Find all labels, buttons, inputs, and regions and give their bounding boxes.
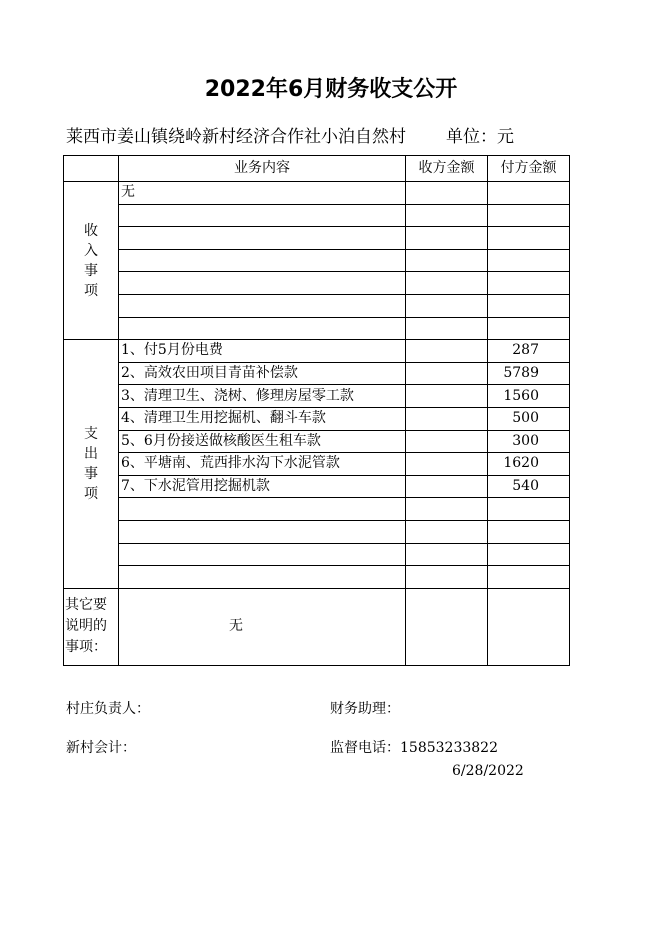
- supervision-phone-label: 监督电话：: [330, 740, 400, 756]
- expense-row: [64, 340, 570, 363]
- income-income-cell: [406, 249, 488, 272]
- expense-payment-cell: [488, 543, 570, 566]
- expense-content-cell: 3、清理卫生、浇树、修理房屋零工款: [119, 385, 406, 408]
- income-label-char: 事: [84, 262, 98, 279]
- income-payment-cell: [488, 227, 570, 250]
- income-income-cell: [406, 182, 488, 205]
- expense-income-cell: [406, 340, 488, 363]
- income-income-cell: [406, 294, 488, 317]
- income-label-char: 收: [84, 222, 98, 239]
- income-payment-cell: [488, 272, 570, 295]
- expense-content-cell: [119, 543, 406, 566]
- header-income: 收方金额: [406, 156, 488, 182]
- expense-label-char: 项: [84, 485, 98, 502]
- finance-table-body: [64, 156, 570, 666]
- expense-row: [64, 498, 570, 521]
- expense-income-cell: [406, 520, 488, 543]
- income-income-cell: [406, 227, 488, 250]
- income-payment-cell: [488, 249, 570, 272]
- expense-payment-cell: 5789: [488, 362, 570, 385]
- header-payment: 付方金额: [488, 156, 570, 182]
- income-row: [64, 294, 570, 317]
- income-row: [64, 227, 570, 250]
- expense-payment-cell: 500: [488, 407, 570, 430]
- report-date: 6/28/2022: [452, 763, 524, 779]
- expense-income-cell: [406, 475, 488, 498]
- expense-row: [64, 385, 570, 408]
- expense-income-cell: [406, 385, 488, 408]
- expense-content-cell: 2、高效农田项目青苗补偿款: [119, 362, 406, 385]
- expense-row: [64, 430, 570, 453]
- income-section-label: [64, 182, 119, 340]
- income-income-cell: [406, 272, 488, 295]
- income-label-char: 项: [84, 282, 98, 299]
- expense-content-cell: 6、平塘南、荒西排水沟下水泥管款: [119, 453, 406, 476]
- expense-label-char: 事: [84, 465, 98, 482]
- finance-assistant-label: 财务助理：: [330, 701, 400, 717]
- expense-content-cell: 1、付5月份电费: [119, 340, 406, 363]
- expense-label-char: 出: [84, 445, 98, 462]
- expense-row: [64, 407, 570, 430]
- expense-income-cell: [406, 566, 488, 589]
- expense-payment-cell: [488, 566, 570, 589]
- expense-payment-cell: 300: [488, 430, 570, 453]
- supervision-phone-number: 15853233822: [400, 740, 498, 756]
- income-row: [64, 272, 570, 295]
- supervision-phone: [330, 737, 498, 757]
- income-row: [64, 249, 570, 272]
- expense-content-cell: 4、清理卫生用挖掘机、翻斗车款: [119, 407, 406, 430]
- expense-row: [64, 566, 570, 589]
- other-income-cell: [406, 588, 488, 665]
- expense-row: [64, 520, 570, 543]
- other-matters-content: 无: [119, 588, 406, 665]
- income-income-cell: [406, 204, 488, 227]
- expense-income-cell: [406, 407, 488, 430]
- expense-income-cell: [406, 362, 488, 385]
- expense-section-label: [64, 340, 119, 589]
- expense-row: [64, 362, 570, 385]
- income-payment-cell: [488, 182, 570, 205]
- finance-table: [63, 155, 570, 666]
- expense-payment-cell: [488, 520, 570, 543]
- table-header-row: [64, 156, 570, 182]
- expense-content-cell: [119, 566, 406, 589]
- expense-payment-cell: [488, 498, 570, 521]
- village-head-label: 村庄负责人：: [66, 701, 150, 717]
- income-content-cell: [119, 317, 406, 340]
- other-payment-cell: [488, 588, 570, 665]
- income-content-cell: [119, 204, 406, 227]
- income-payment-cell: [488, 317, 570, 340]
- income-content-cell: [119, 272, 406, 295]
- expense-payment-cell: 1560: [488, 385, 570, 408]
- expense-payment-cell: 540: [488, 475, 570, 498]
- expense-row: [64, 543, 570, 566]
- expense-label-char: 支: [84, 425, 98, 442]
- other-matters-label: [64, 588, 119, 665]
- expense-row: [64, 475, 570, 498]
- accountant-label: 新村会计：: [66, 740, 136, 756]
- expense-payment-cell: 287: [488, 340, 570, 363]
- expense-row: [64, 453, 570, 476]
- other-label-line: 事项：: [65, 639, 107, 656]
- header-blank: [64, 156, 119, 182]
- other-matters-row: [64, 588, 570, 665]
- expense-content-cell: [119, 520, 406, 543]
- other-label-line: 其它要: [65, 597, 107, 614]
- income-payment-cell: [488, 204, 570, 227]
- income-content-cell: 无: [119, 182, 406, 205]
- income-income-cell: [406, 317, 488, 340]
- expense-content-cell: [119, 498, 406, 521]
- expense-income-cell: [406, 498, 488, 521]
- expense-income-cell: [406, 543, 488, 566]
- income-content-cell: [119, 294, 406, 317]
- income-row: [64, 317, 570, 340]
- expense-content-cell: 5、6月份接送做核酸医生租车款: [119, 430, 406, 453]
- other-label-line: 说明的: [65, 618, 107, 635]
- header-content: 业务内容: [119, 156, 406, 182]
- income-payment-cell: [488, 294, 570, 317]
- page-title: 2022年6月财务收支公开: [204, 77, 458, 102]
- expense-income-cell: [406, 453, 488, 476]
- organization-name: 莱西市姜山镇绕岭新村经济合作社小泊自然村: [66, 127, 406, 147]
- income-label-char: 入: [84, 242, 98, 259]
- income-content-cell: [119, 227, 406, 250]
- expense-content-cell: 7、下水泥管用挖掘机款: [119, 475, 406, 498]
- expense-income-cell: [406, 430, 488, 453]
- income-row: [64, 204, 570, 227]
- income-content-cell: [119, 249, 406, 272]
- expense-payment-cell: 1620: [488, 453, 570, 476]
- income-row: [64, 182, 570, 205]
- unit-label: 单位：元: [446, 127, 514, 147]
